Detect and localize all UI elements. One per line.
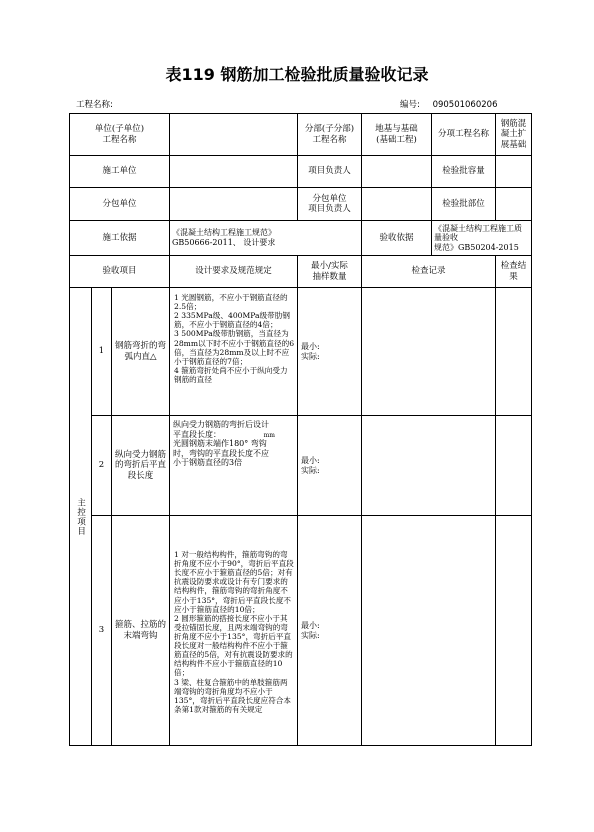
acceptance-basis-label: 验收依据: [362, 221, 432, 256]
row-check-result[interactable]: [496, 288, 532, 416]
row-number: 3: [92, 516, 112, 746]
construction-unit-label: 施工单位: [70, 156, 170, 188]
row-number: 1: [92, 288, 112, 416]
row-check-record[interactable]: [362, 516, 496, 746]
number-label: 编号:: [400, 100, 420, 110]
table-row: [70, 416, 532, 516]
actual-label: 实际:: [301, 465, 320, 475]
requirement-line: 2 335MPa级、400MPa级带肋钢筋，不应小于钢筋直径的4倍；: [174, 311, 290, 330]
row-item-name: 箍筋、拉筋的末端弯钩: [112, 516, 170, 746]
batch-capacity-value[interactable]: [496, 156, 532, 188]
project-leader-label: 项目负责人: [298, 156, 362, 188]
min-label: 最小:: [301, 620, 320, 630]
row-requirements: [170, 416, 298, 516]
group-label-main-control: 主控项目: [70, 288, 92, 746]
requirement-line: 1 对一般结构构件，箍筋弯钩的弯折角度不应小于90°，弯折后平直段长度不应小于箍筋直径的5倍；对有抗震设防要求或设计有专门要求的结构构件，箍筋弯钩的弯折角度不应小于135°，弯折后平直段长度不应小于箍筋直径的10倍；: [174, 550, 294, 614]
row-check-record[interactable]: [362, 416, 496, 516]
requirement-line: 1 光圆钢筋，不应小于钢筋直径的2.5倍；: [174, 293, 288, 312]
header-row-1: [70, 114, 532, 156]
col-item-header: 验收项目: [70, 256, 170, 288]
row-check-record[interactable]: [362, 288, 496, 416]
inspection-form-table: [69, 113, 532, 746]
col-result-header: 检查结果: [496, 256, 532, 288]
col-design-header: 设计要求及规范规定: [170, 256, 298, 288]
subcontract-unit-label: 分包单位: [70, 188, 170, 221]
table-row: [70, 288, 532, 416]
col-min-sample-header: 最小/实际 抽样数量: [298, 256, 362, 288]
row-requirements: [170, 516, 298, 746]
min-label: 最小:: [301, 455, 320, 465]
form-number: [400, 98, 497, 110]
project-leader-value[interactable]: [362, 156, 432, 188]
row-check-result[interactable]: [496, 416, 532, 516]
construction-unit-value[interactable]: [170, 156, 298, 188]
requirement-line: 光圆钢筋末端作180° 弯钩: [173, 439, 267, 449]
construction-basis-label: 施工依据: [70, 221, 170, 256]
unit-label: mm: [263, 432, 275, 440]
requirement-line: 4 箍筋弯折处尚不应小于纵向受力钢筋的直径: [174, 365, 288, 384]
requirement-line: 3 500MPa级带肋钢筋，当直径为28mm以下时不应小于钢筋直径的6倍，当直径为28mm及以上时不应小于钢筋直径的7倍；: [174, 329, 295, 366]
row-min-actual[interactable]: [298, 516, 362, 746]
header-row-2: [70, 156, 532, 188]
header-row-3: [70, 188, 532, 221]
subcontract-leader-label: 分包单位 项目负责人: [298, 188, 362, 221]
unit-name-value[interactable]: [170, 114, 298, 156]
min-label: 最小:: [301, 341, 320, 351]
actual-label: 实际:: [301, 351, 320, 361]
header-row-4: [70, 221, 532, 256]
unit-name-label: 单位(子单位) 工程名称: [70, 114, 170, 156]
sub-name-value[interactable]: 钢筋混凝土扩展基础: [496, 114, 532, 156]
table-row: [70, 516, 532, 746]
requirement-line: 3 梁、柱复合箍筋中的单肢箍筋两端弯钩的弯折角度均不应小于135°，弯折后平直段长度应符合本条第1款对箍筋的有关规定: [174, 677, 292, 714]
construction-basis-value: 《混凝土结构工程施工规范》 GB50666-2011、 设计要求: [170, 221, 362, 256]
requirement-line: 2 圆形箍筋的搭接长度不应小于其受拉锚固长度，且两末端弯钩的弯折角度不应小于135°，弯折后平直段长度对一般结构构件不应小于箍筋直径的5倍，对有抗震设防要求的结构构件不应小于箍筋直径的10倍；: [174, 613, 293, 678]
batch-capacity-label: 检验批容量: [432, 156, 496, 188]
row-requirements: [170, 288, 298, 416]
batch-location-label: 检验批部位: [432, 188, 496, 221]
row-check-result[interactable]: [496, 516, 532, 746]
row-min-actual[interactable]: [298, 288, 362, 416]
part-name-label: 分部(子分部) 工程名称: [298, 114, 362, 156]
col-record-header: 检查记录: [362, 256, 496, 288]
subcontract-leader-value[interactable]: [362, 188, 432, 221]
requirement-line: 纵向受力钢筋的弯折后设计: [173, 420, 269, 429]
part-name-value[interactable]: 地基与基础 (基础工程): [362, 114, 432, 156]
requirement-line: 时，弯钩的平直段长度不应: [173, 448, 269, 458]
requirement-line: 平直段长度：: [173, 429, 221, 439]
actual-label: 实际:: [301, 630, 320, 640]
subcontract-unit-value[interactable]: [170, 188, 298, 221]
number-value: 090501060206: [432, 100, 498, 110]
batch-location-value[interactable]: [496, 188, 532, 221]
acceptance-basis-value: 《混凝土结构工程施工质量验收 规范》GB50204-2015: [432, 221, 532, 256]
row-item-name: 钢筋弯折的弯弧内直△: [112, 288, 170, 416]
row-item-name: 纵向受力钢筋的弯折后平直段长度: [112, 416, 170, 516]
project-name-label: 工程名称:: [76, 100, 113, 110]
row-number: 2: [92, 416, 112, 516]
requirement-line: 小于钢筋直径的3倍: [173, 458, 243, 468]
form-title: 表119 钢筋加工检验批质量验收记录: [165, 65, 429, 84]
sub-name-label: 分项工程名称: [432, 114, 496, 156]
row-min-actual[interactable]: [298, 416, 362, 516]
column-header-row: [70, 256, 532, 288]
